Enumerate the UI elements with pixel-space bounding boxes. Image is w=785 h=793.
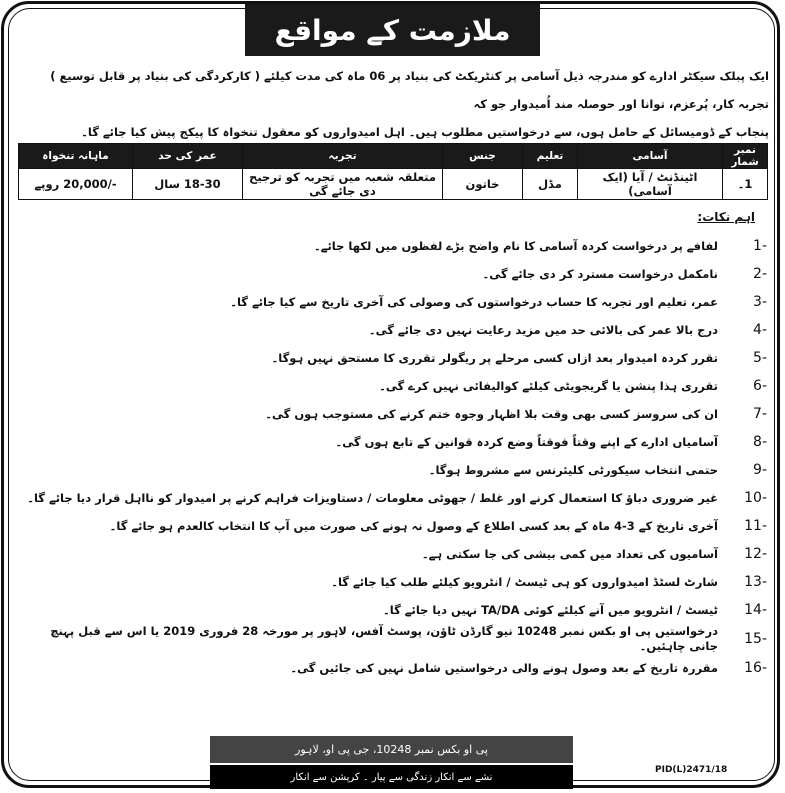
pid-number: PID(L)2471/18 xyxy=(655,765,728,775)
note-number: 15- xyxy=(744,631,767,647)
note-number: 7- xyxy=(753,406,767,422)
note-number: 11- xyxy=(744,518,767,534)
list-item xyxy=(22,316,767,344)
note-number: 2- xyxy=(753,266,767,282)
notes-list xyxy=(22,232,767,682)
header-post: آسامی xyxy=(578,144,723,169)
note-number: 10- xyxy=(744,490,767,506)
list-item xyxy=(22,260,767,288)
note-text: نامکمل درخواست مسترد کر دی جائے گی۔ xyxy=(482,266,718,281)
header-age-limit: عمر کی حد xyxy=(133,144,243,169)
header-salary: ماہانہ تنخواہ xyxy=(19,144,133,169)
ad-title: ملازمت کے مواقع xyxy=(245,4,540,56)
note-text: درخواستیں پی او بکس نمبر 10248 نیو گارڈن ٹاؤن، پوسٹ آفس، لاہور پر مورخہ 28 فروری 2019 یا اس سے قبل پہنچ جانی چاہئیں۔ xyxy=(50,624,718,653)
header-serial: نمبر شمار xyxy=(723,144,768,169)
note-text: مقررہ تاریخ کے بعد وصول ہونے والی درخواستیں شامل نہیں کی جائیں گی۔ xyxy=(290,660,718,675)
note-number: 8- xyxy=(753,434,767,450)
note-text: حتمی انتخاب سیکورٹی کلیئرنس سے مشروط ہوگا۔ xyxy=(428,462,718,477)
list-item xyxy=(22,512,767,540)
intro-paragraph xyxy=(19,62,769,146)
note-text: ٹیسٹ / انٹرویو میں آنے کیلئے کوئی TA/DA نہیں دیا جائے گا۔ xyxy=(383,602,718,617)
cell-age-limit: 18-30 سال xyxy=(133,169,243,200)
note-text: لفافے پر درخواست کردہ آسامی کا نام واضح بڑے لفظوں میں لکھا جائے۔ xyxy=(313,238,718,253)
cell-experience: متعلقہ شعبہ میں تجربہ کو ترجیح دی جائے گی xyxy=(243,169,443,200)
note-number: 13- xyxy=(744,574,767,590)
list-item xyxy=(22,540,767,568)
note-number: 5- xyxy=(753,350,767,366)
list-item xyxy=(22,654,767,682)
list-item xyxy=(22,624,767,654)
note-number: 14- xyxy=(744,602,767,618)
list-item xyxy=(22,484,767,512)
note-text: تقرر کردہ امیدوار بعد ازاں کسی مرحلے پر ریگولر تقرری کا مستحق نہیں ہوگا۔ xyxy=(271,350,718,365)
cell-salary: -/20,000 روپے xyxy=(19,169,133,200)
intro-line-1: ایک پبلک سیکٹر ادارے کو مندرجہ ذیل آسامی پر کنٹریکٹ کی بنیاد پر 06 ماہ کی مدت کیلئے ( کارکردگی کی بنیاد پر قابل توسیع ) تجربہ کار، پُرعزم، توانا اور حوصلہ مند اُمیدوار جو کہ xyxy=(50,69,769,111)
note-number: 16- xyxy=(744,660,767,676)
cell-serial: 1۔ xyxy=(723,169,768,200)
note-text: آسامیاں ادارے کے اپنے وقتاً فوقتاً وضع کردہ قوانین کے تابع ہوں گی۔ xyxy=(335,434,718,449)
list-item xyxy=(22,232,767,260)
table-row xyxy=(19,169,768,200)
intro-line-2: پنجاب کے ڈومیسائل کے حامل ہوں، سے درخواستیں مطلوب ہیں۔ اہل امیدواروں کو معقول تنخواہ کا پیکج پیش کیا جائے گا۔ xyxy=(81,125,769,139)
note-text: غیر ضروری دباؤ کا استعمال کرنے اور غلط / جھوٹی معلومات / دستاویزات فراہم کرنے پر امیدوار کو نااہل قرار دیا جائے گا۔ xyxy=(27,490,718,505)
note-number: 1- xyxy=(753,238,767,254)
note-text: ان کی سروسز کسی بھی وقت بلا اظہار وجوہ ختم کرنے کی مستوجب ہوں گی۔ xyxy=(265,406,718,421)
note-text: درج بالا عمر کی بالائی حد میں مزید رعایت نہیں دی جائے گی۔ xyxy=(368,322,718,337)
note-text: شارٹ لسٹڈ امیدواروں کو ہی ٹیسٹ / انٹرویو کیلئے طلب کیا جائے گا۔ xyxy=(331,574,718,589)
note-number: 6- xyxy=(753,378,767,394)
list-item xyxy=(22,428,767,456)
cell-education: مڈل xyxy=(523,169,578,200)
note-number: 3- xyxy=(753,294,767,310)
list-item xyxy=(22,400,767,428)
table-header-row xyxy=(19,144,768,169)
list-item xyxy=(22,568,767,596)
notes-heading: اہم نکات: xyxy=(697,210,755,224)
footer-slogan: نشے سے انکار زندگی سے پیار ۔ کرپشن سے انکار xyxy=(210,765,573,789)
note-text: تقرری ہذا پنشن یا گریجویٹی کیلئے کوالیفائی نہیں کرے گی۔ xyxy=(379,378,718,393)
header-gender: جنس xyxy=(443,144,523,169)
footer-address: پی او بکس نمبر 10248، جی پی او، لاہور xyxy=(210,736,573,763)
note-number: 9- xyxy=(753,462,767,478)
cell-gender: خاتون xyxy=(443,169,523,200)
note-number: 12- xyxy=(744,546,767,562)
list-item xyxy=(22,372,767,400)
list-item xyxy=(22,344,767,372)
note-text: آخری تاریخ کے 3-4 ماہ کے بعد کسی اطلاع کے وصول نہ ہونے کی صورت میں آپ کا انتخاب کالعدم ہو جائے گا۔ xyxy=(109,518,718,533)
note-number: 4- xyxy=(753,322,767,338)
note-text: عمر، تعلیم اور تجربہ کا حساب درخواستوں کی وصولی کی آخری تاریخ سے کیا جائے گا۔ xyxy=(230,294,718,309)
note-text: آسامیوں کی تعداد میں کمی بیشی کی جا سکتی ہے۔ xyxy=(421,546,718,561)
jobs-table xyxy=(18,143,768,200)
list-item xyxy=(22,596,767,624)
header-experience: تجربہ xyxy=(243,144,443,169)
header-education: تعلیم xyxy=(523,144,578,169)
list-item xyxy=(22,456,767,484)
cell-post: اٹینڈنٹ / آیا (ایک آسامی) xyxy=(578,169,723,200)
list-item xyxy=(22,288,767,316)
